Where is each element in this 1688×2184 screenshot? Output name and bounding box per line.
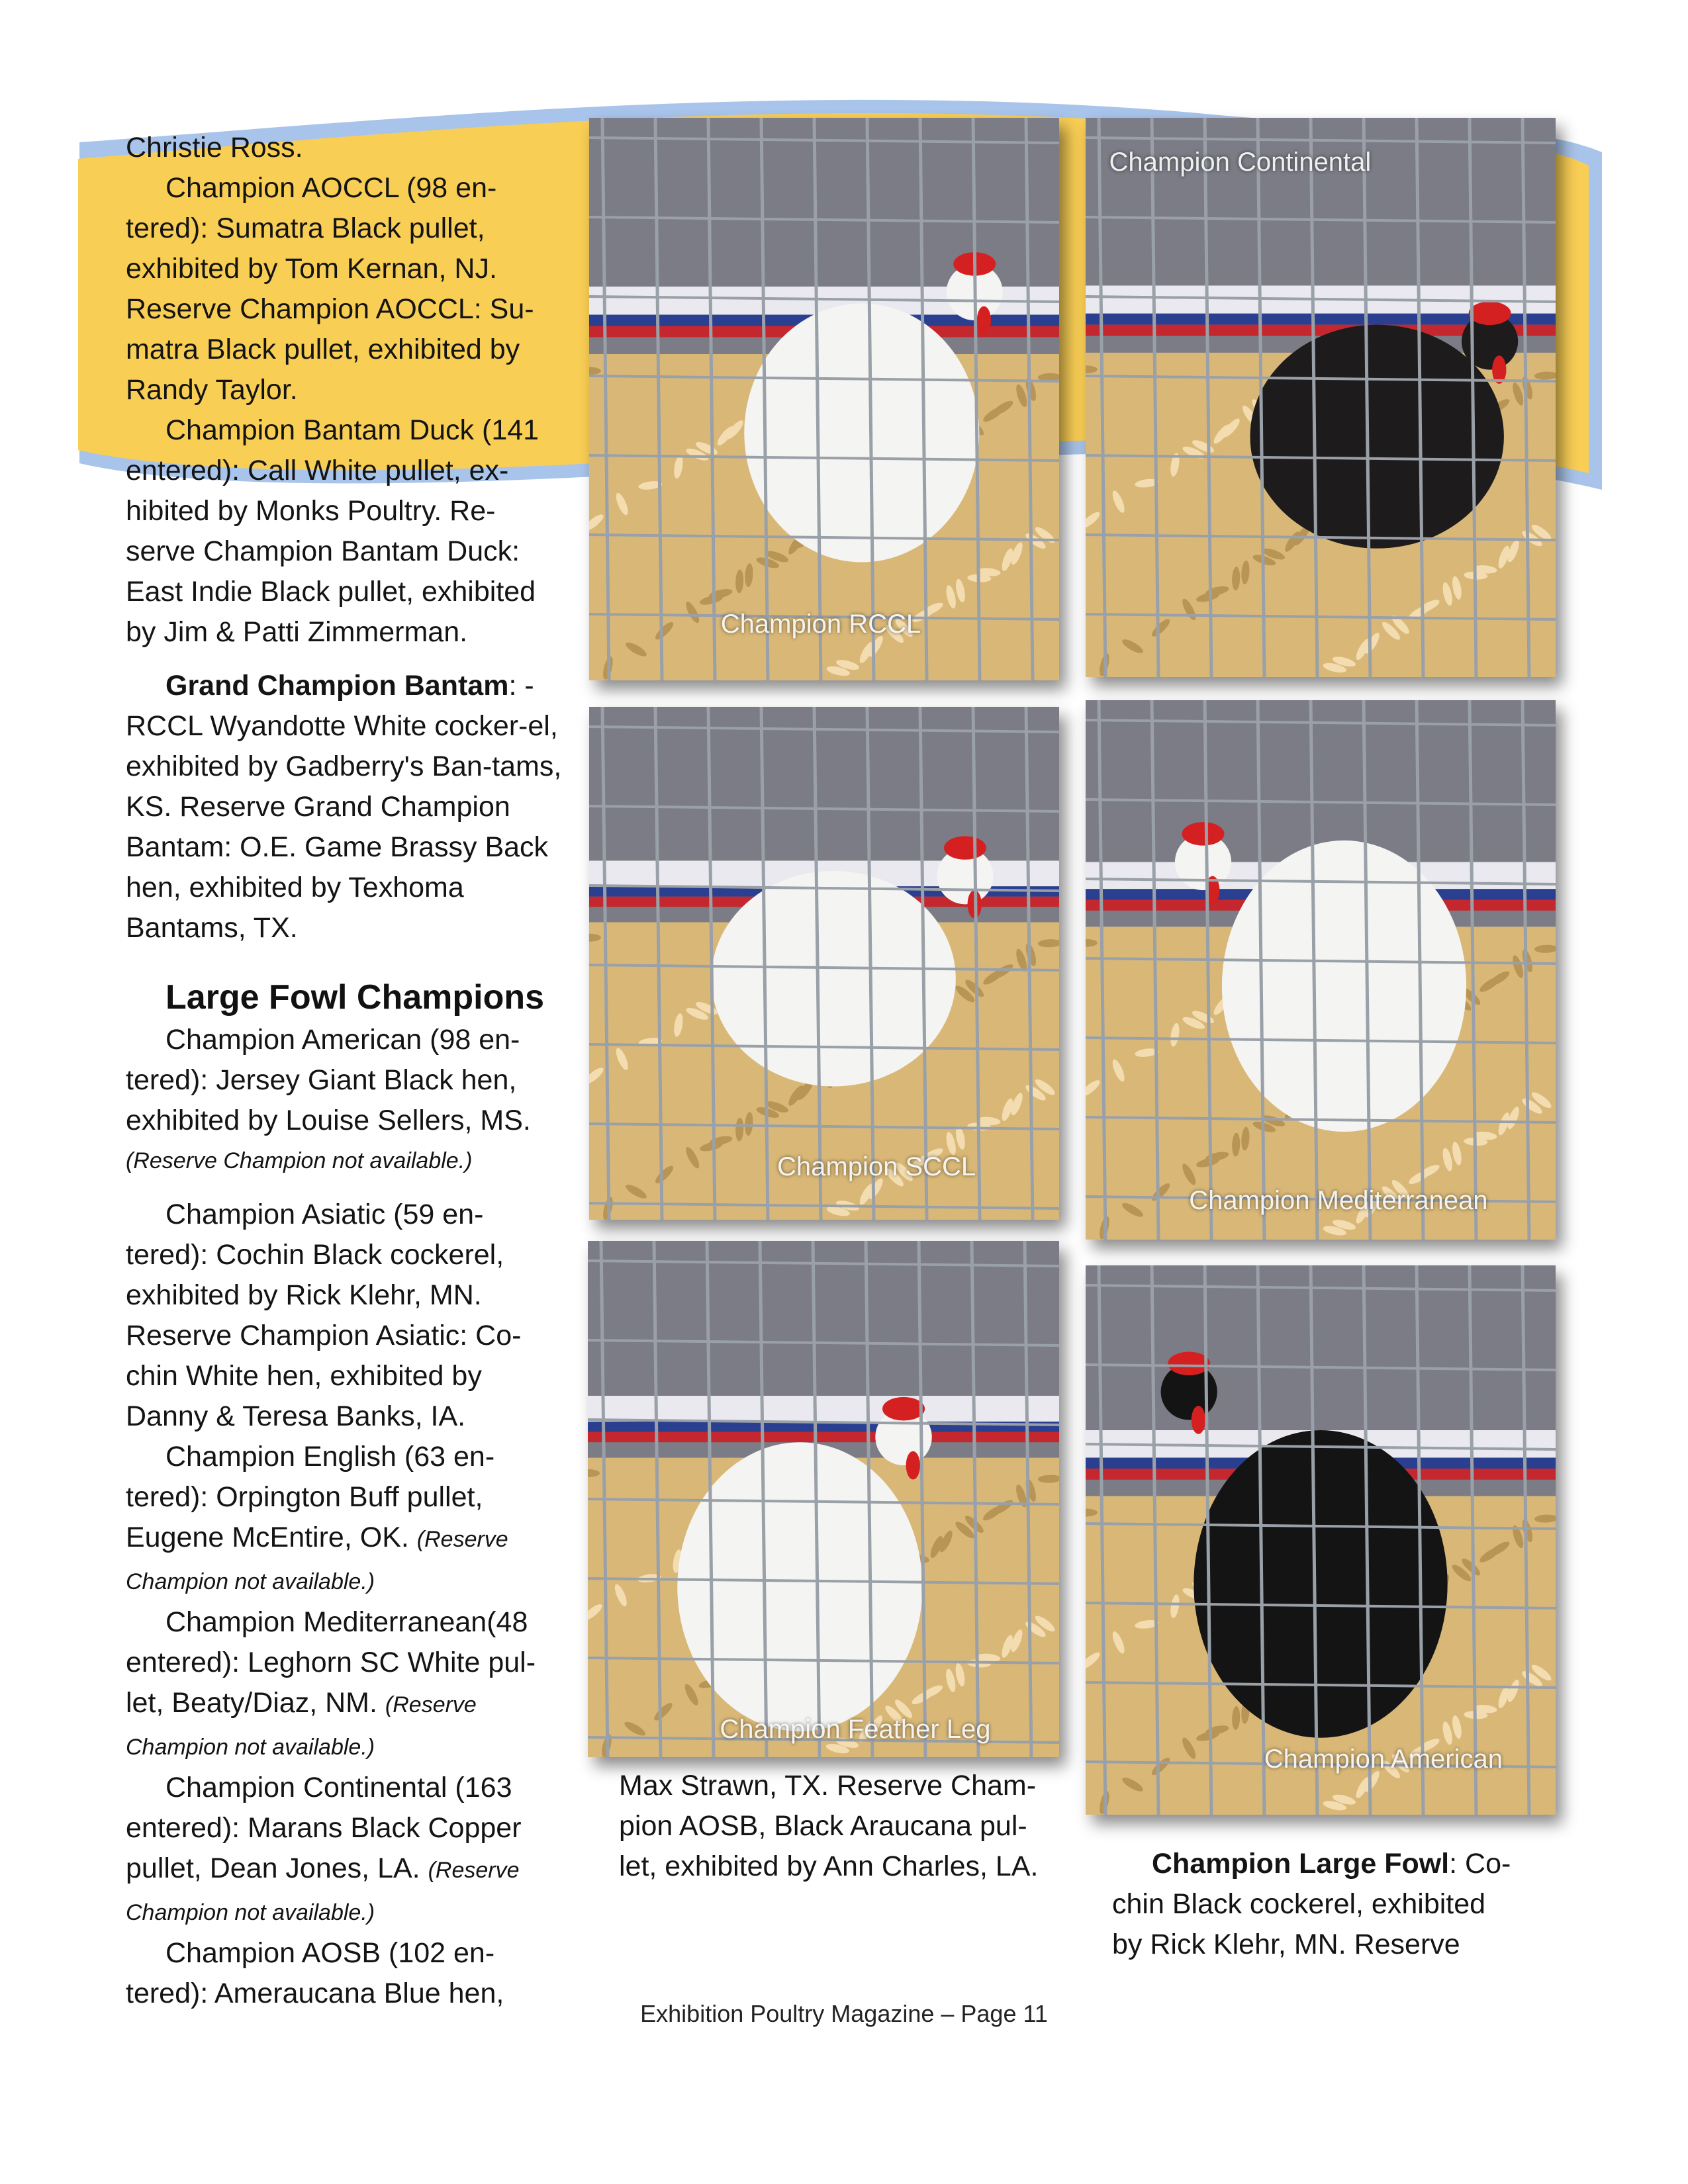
photo-illustration [1086,118,1556,677]
left-text-column [126,128,563,2014]
bunting-strip [588,1396,1059,1422]
paragraph-aoccl: Champion AOCCL (98 en-tered): Sumatra Black pullet, exhibited by Tom Kernan, NJ. Reserve Champion AOCCL: Su-matra Black pullet, exhibited by Randy Taylor. [126,172,534,406]
grand-champion-bantam-text: : - RCCL Wyandotte White cocker-el, exhibited by Gadberry's Ban-tams, KS. Reserve Grand Champion Bantam: O.E. Game Brassy Back hen, exhibited by Texhoma Bantams, TX. [126,670,562,944]
chicken-wattle [906,1451,920,1480]
middle-text-column [619,1766,1043,1887]
note-english-reserve: (Reserve Champion not available.) [126,1527,508,1594]
paragraph-champion-aosb: Champion AOSB (102 en-tered): Ameraucana Blue hen, [126,1937,504,2009]
photo-champion-continental [1086,118,1556,677]
grand-champion-bantam-label: Grand Champion Bantam [165,670,509,702]
right-text-column [1112,1844,1523,1965]
paragraph-champion-american: Champion American (98 en-tered): Jersey Giant Black hen, exhibited by Louise Sellers, MS. [126,1024,531,1136]
photo-caption: Champion SCCL [777,1152,976,1181]
chicken-wattle [977,306,991,335]
paragraph-max-strawn: Max Strawn, TX. Reserve Cham-pion AOSB, Black Araucana pul-let, exhibited by Ann Charles, LA. [619,1770,1039,1882]
chicken-wattle [1192,1406,1205,1434]
page-footer: Exhibition Poultry Magazine – Page 11 [640,2000,1048,2027]
photo-caption: Champion Mediterranean [1189,1186,1488,1216]
photo-illustration [1086,1265,1556,1815]
photo-illustration [1086,700,1556,1240]
photo-caption: Champion RCCL [720,609,921,639]
note-continental-reserve: (Reserve Champion not available.) [126,1858,520,1925]
section-heading-large-fowl: Large Fowl Champions [165,978,545,1017]
paragraph-champion-continental [126,1768,563,1933]
paragraph-champion-english [126,1437,563,1602]
photo-illustration [589,118,1059,680]
champion-large-fowl-text: : Co-chin Black cockerel, exhibited by Rick Klehr, MN. Reserve [1112,1848,1511,1960]
chicken-body [744,304,979,563]
photo-champion-sccl [589,707,1059,1220]
photo-champion-feather-leg [588,1241,1059,1757]
photo-caption: Champion Feather Leg [720,1715,991,1745]
chicken-comb [1469,302,1511,326]
champion-mediterranean-text: Champion Mediterranean(48 entered): Leghorn SC White pul-let, Beaty/Diaz, NM. [126,1606,536,1719]
photo-illustration [588,1241,1059,1757]
note-mediterranean-reserve: (Reserve Champion not available.) [126,1692,477,1760]
paragraph-grand-champion-bantam [126,666,563,948]
photo-caption: Champion American [1264,1744,1503,1774]
photo-illustration [589,707,1059,1220]
chicken-comb [882,1397,925,1421]
paragraph-champion-large-fowl [1112,1844,1523,1965]
photo-champion-rccl [589,118,1059,680]
champion-english-text: Champion English (63 en-tered): Orpington Buff pullet, Eugene McEntire, OK. [126,1441,495,1553]
chicken-comb [944,836,986,860]
champion-large-fowl-label: Champion Large Fowl [1152,1848,1450,1880]
photo-champion-american [1086,1265,1556,1815]
bunting-red [588,1432,1059,1443]
photo-caption: Champion Continental [1109,147,1372,177]
chicken-body [1250,325,1504,549]
chicken-body [1194,1430,1447,1738]
champion-continental-text: Champion Continental (163 entered): Marans Black Copper pullet, Dean Jones, LA. [126,1772,522,1884]
paragraph-champion-mediterranean [126,1602,563,1768]
note-american-reserve: (Reserve Champion not available.) [126,1148,473,1173]
paragraph-bantam-duck: Champion Bantam Duck (141 entered): Call White pullet, ex-hibited by Monks Poultry. Re-serve Champion Bantam Duck: East Indie Black pullet, exhibited by Jim & Patti Zimmerman. [126,414,539,648]
photo-champion-mediterranean [1086,700,1556,1240]
chicken-body [712,871,956,1087]
chicken-comb [1168,1352,1210,1376]
paragraph-champion-asiatic: Champion Asiatic (59 en-tered): Cochin Black cockerel, exhibited by Rick Klehr, MN. Reserve Champion Asiatic: Co-chin White hen, exhibited by Danny & Teresa Banks, IA. [126,1199,522,1432]
chicken-comb [1182,822,1225,846]
paragraph-christie-ross: Christie Ross. [126,132,303,163]
